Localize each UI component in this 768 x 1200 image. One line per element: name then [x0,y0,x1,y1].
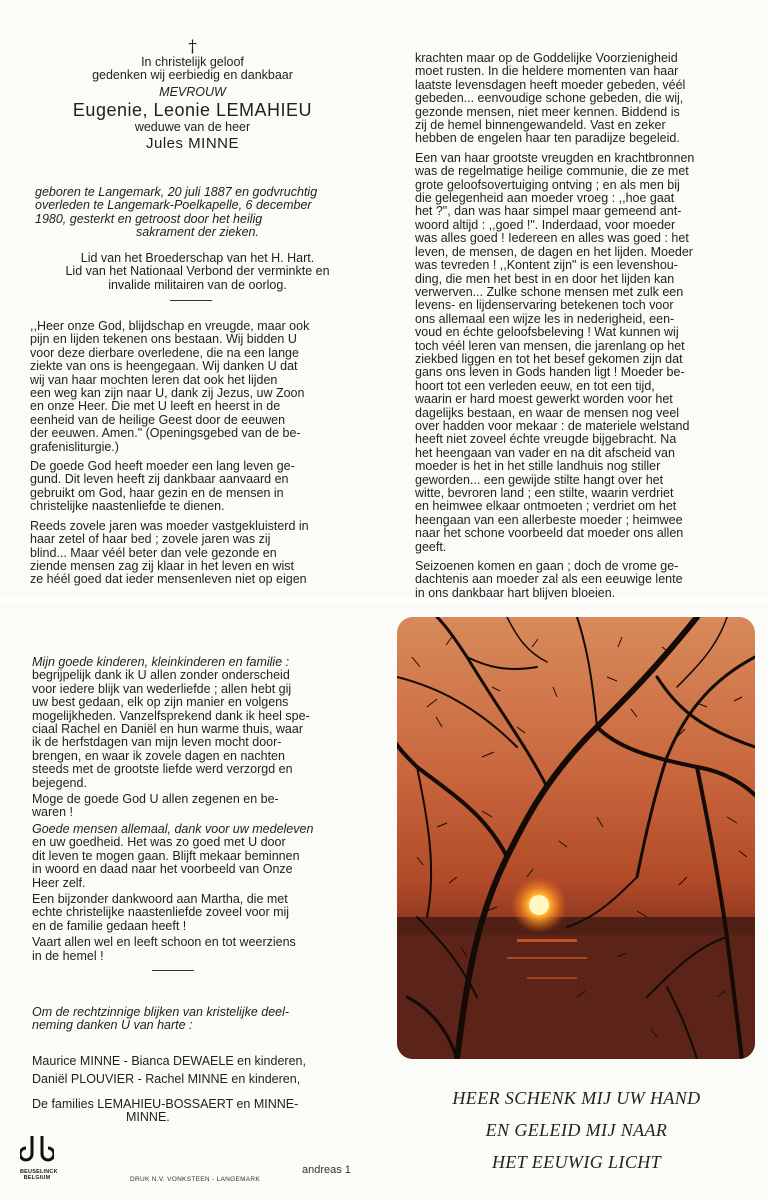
text-line: Daniël PLOUVIER - Rachel MINNE en kinderen, [32,1072,301,1086]
text-line: wij van haar mochten leren dat ook het lijden [30,373,278,387]
text-line: blind... Maar véél beter dan vele gezonde en [30,546,277,560]
text-line: gebruikt om God, haar gezin en de mensen in [30,486,284,500]
intro-line-1: In christelijk geloof [141,56,244,69]
text-line: krachten maar op de Goddelijke Voorzienigheid [415,52,678,65]
text-line: haar zetel of haar bed ; zovele jaren was zij [30,533,271,547]
text-line: het heengaan van vader en na dit afscheid van [415,446,675,460]
text-line: ziekte van ons is heengegaan. Wij danken U dat [30,360,298,374]
text-line: bejegend. [32,776,87,790]
text-line: sakrament der zieken. [136,226,259,240]
separator [152,970,194,971]
text-line: ik de herfstdagen van mijn leven mocht door- [32,736,282,750]
text-line: en de familie gedaan heeft ! [32,919,187,933]
text-line: levens- en lijdenservaring betekenen toch voor [415,299,674,313]
family-names [32,1052,357,1088]
card-reference: andreas 1 [302,1164,351,1176]
logo-text-1: BEUSELINCK [20,1169,58,1175]
printer-credit: DRUK N.V. VONKSTEEN - LANGEMARK [130,1176,261,1183]
text-line: en heimwee elkaar ontmoeten ; verdriet om het [415,500,677,514]
text-line: toch véél leren van mensen, die jarenlang op het [415,339,685,353]
text-line: Een van haar grootste vreugden en krachtbronnen [415,151,695,165]
text-line: ciaal Rachel en Daniël en hun warme thuis, waar [32,723,303,737]
text-line: gebeden... eenvoudige schone gebeden, die wij, [415,92,684,106]
text-line: De goede God heeft moeder een lang leven ge- [30,460,295,474]
verse-line-3: HET EEUWIG LICHT [491,1152,662,1172]
text-line: overleden te Langemark-Poelkapelle, 6 december [35,199,312,213]
text-line: geeft. [415,540,447,554]
sunset-trees-image [397,617,755,1059]
text-line: echte christelijke naastenliefde zoveel voor mij [32,906,290,920]
text-line: hoort tot een verleden eeuw, en tot een tijd, [415,379,655,393]
husband-name: Jules MINNE [145,134,240,152]
text-line: en onze Heer. Die met U leeft en heerst in de [30,400,281,414]
header-block [20,38,365,153]
text-line: leven, de mensen, de dagen en het lijden. Moeder [415,245,693,259]
panel-bottom-left [0,602,383,1200]
text-line: in de hemel ! [32,949,104,963]
text-line: mogelijkheden. Vanzelfsprekend dank ik heel spe- [32,709,310,723]
logo-text-2: BELGIUM [23,1175,51,1181]
verse-line-1: HEER SCHENK MIJ UW HAND [452,1088,701,1108]
text-line: voor iedere blijk van wederliefde ; allen hebt gij [32,682,292,696]
text-line: voud en échte geloofsbeleving ! Wat kunnen wij [415,326,679,340]
continuation-text [415,52,743,600]
text-line: ziekbed liggen en tot het besef gekomen zijn dat [415,352,683,366]
gratitude-text [32,656,357,963]
text-line: woord altijd : ,,goed !". Inderdaad, voor moeder [415,218,676,232]
text-line: der eeuwen. Amen." (Openingsgebed van de be- [30,427,301,441]
text-line: en uw goedheid. Het was zo goed met U door [32,836,286,850]
text-line: Heer zelf. [32,876,86,890]
birth-death-info [35,186,360,240]
text-line: laatste levensdagen heeft moeder gebeden, véél [415,78,686,92]
prayer-text [30,320,360,587]
text-line: zij de hemel binnengewandeld. Vast en zeker [415,119,666,133]
text-line: een weg kan zijn naar U, dank zij Jezus, uw Zoon [30,387,305,401]
text-line: ze héél goed dat ieder mensenleven niet op eigen [30,573,307,587]
text-line: ons allemaal een wijze les in nederigheid, een- [415,312,675,326]
text-line: gans ons leven in Gods handen ligt ! Moeder be- [415,366,685,380]
text-line: 1980, gesterkt en getroost door het heilig [35,212,263,226]
text-line: die gelegenheid aan moeder vroeg : ,,hoe gaat [415,192,675,206]
panel-top-left [0,0,383,598]
text-line: Lid van het Nationaal Verbond der verminkte en [65,265,330,279]
text-line: heeft niet zoveel échte vreugde bijgebracht. Na [415,433,677,447]
separator [170,300,212,301]
text-line: christelijke naastenliefde te dienen. [30,500,225,514]
printer-logo [20,1134,58,1181]
text-line: dit leven te mogen gaan. Blijft mekaar beminnen [32,849,300,863]
text-line: gund. Dit leven heeft zij dankbaar aanvaard en [30,473,289,487]
text-line: ding, die men het best in en door het lijden kan [415,272,675,286]
printer-logo-icon [20,1134,54,1164]
text-line: waren ! [32,806,73,820]
text-line: over hadden voor mekaar : de materiele welstand [415,419,690,433]
text-line: uw best gedaan, elk op zijn manier en volgens [32,696,289,710]
text-line: Maurice MINNE - Bianca DEWAELE en kinderen, [32,1054,306,1068]
thanks-intro [32,1006,357,1033]
text-line: ziende mensen zag zij klaar in het leven en wist [30,559,295,573]
text-line: De families LEMAHIEU-BOSSAERT en MINNE- [32,1098,299,1111]
text-line: ,,Heer onze God, blijdschap en vreugde, maar ook [30,320,310,333]
text-line: moeder is het in het stille landhuis nog stiller [415,460,661,474]
text-line: Reeds zovele jaren was moeder vastgekluisterd in [30,519,309,533]
text-line: dachtenis aan moeder zal als een eeuwige lente [415,573,683,587]
text-line: het ?", dan was haar simpel maar gemeend ant- [415,205,682,219]
text-line: pijn en lijden tekenen ons bestaan. Wij bidden U [30,333,297,347]
text-line: was tevreden ! ,,Kontent zijn" is een levenshou- [415,259,678,273]
text-line: voor deze dierbare overledene, die na een lange [30,346,299,360]
text-line: MINNE. [126,1111,170,1125]
text-line: heengaan van een allerbeste moeder ; heimwee [415,513,683,527]
text-line: in ons dankbaar hart blijven bloeien. [415,586,616,600]
text-line: Goede mensen allemaal, dank voor uw medeleven [32,822,314,836]
text-line: begrijpelijk dank ik U allen zonder onderscheid [32,669,290,683]
families-line [32,1098,357,1125]
text-line: Vaart allen wel en leeft schoon en tot weerziens [32,936,296,950]
text-line: in woord en daad naar het voorbeeld van Onze [32,863,293,877]
text-line: Moge de goede God U allen zegenen en be- [32,793,279,807]
verse-line-2: EN GELEID MIJ NAAR [485,1120,668,1140]
membership-info [35,252,360,292]
text-line: was de regelmatige heilige communie, die ze met [415,165,689,179]
cross-icon: † [188,38,197,56]
sunset-photo [397,617,755,1059]
text-line: grote geloofsovertuiging ontving ; en als men bij [415,178,680,192]
text-line: brengen, en waar ik zovele dagen en nachten [32,749,285,763]
text-line: witte, bevroren land ; een stilte, waarin verdriet [415,487,674,500]
text-line: dagelijks bestaan, en waar de mensen nog veel [415,406,680,420]
text-line: Een bijzonder dankwoord aan Martha, die met [32,892,288,906]
honorific: MEVROUW [159,85,226,99]
text-line: geworden... een gewijde stilte hangt over het [415,473,664,487]
text-line: invalide militairen van de oorlog. [108,278,287,292]
text-line: Om de rechtzinnige blijken van kristelijke deel- [32,1006,290,1019]
text-line: grafenisliturgie.) [30,440,119,454]
text-line: Seizoenen komen en gaan ; doch de vrome ge- [415,560,679,574]
text-line: neming danken U van harte : [32,1019,193,1033]
text-line: waarin er hard moest gewerkt worden voor het [415,393,673,407]
text-line: eenheid van de heilige Geest door de eeuwen [30,413,286,427]
deceased-name: Eugenie, Leonie LEMAHIEU [72,100,313,121]
text-line: gezonde mensen, niet meer kennen. Biddend is [415,105,680,119]
text-line: moet rusten. In die heldere momenten van haar [415,65,679,79]
widow-line: weduwe van de heer [134,121,251,135]
panel-bottom-right [385,602,768,1200]
text-line: Mijn goede kinderen, kleinkinderen en familie : [32,656,290,669]
text-line: geboren te Langemark, 20 juli 1887 en godvruchtig [35,186,318,199]
text-line: verwerven... Zulke schone mensen met zulk een [415,285,684,299]
text-line: steeds met de grootste liefde werd verzorgd en [32,763,293,777]
intro-line-2: gedenken wij eerbiedig en dankbaar [92,69,293,83]
text-line: was alles goed ! Iedereen en alles was goed : het [415,232,689,246]
panel-top-right [385,0,768,598]
text-line: naar het schone voorbeeld dat moeder ons allen [415,527,684,541]
text-line: hebben de engelen haar ten paradijze begeleid. [415,132,680,146]
text-line: Lid van het Broederschap van het H. Hart. [80,252,315,265]
